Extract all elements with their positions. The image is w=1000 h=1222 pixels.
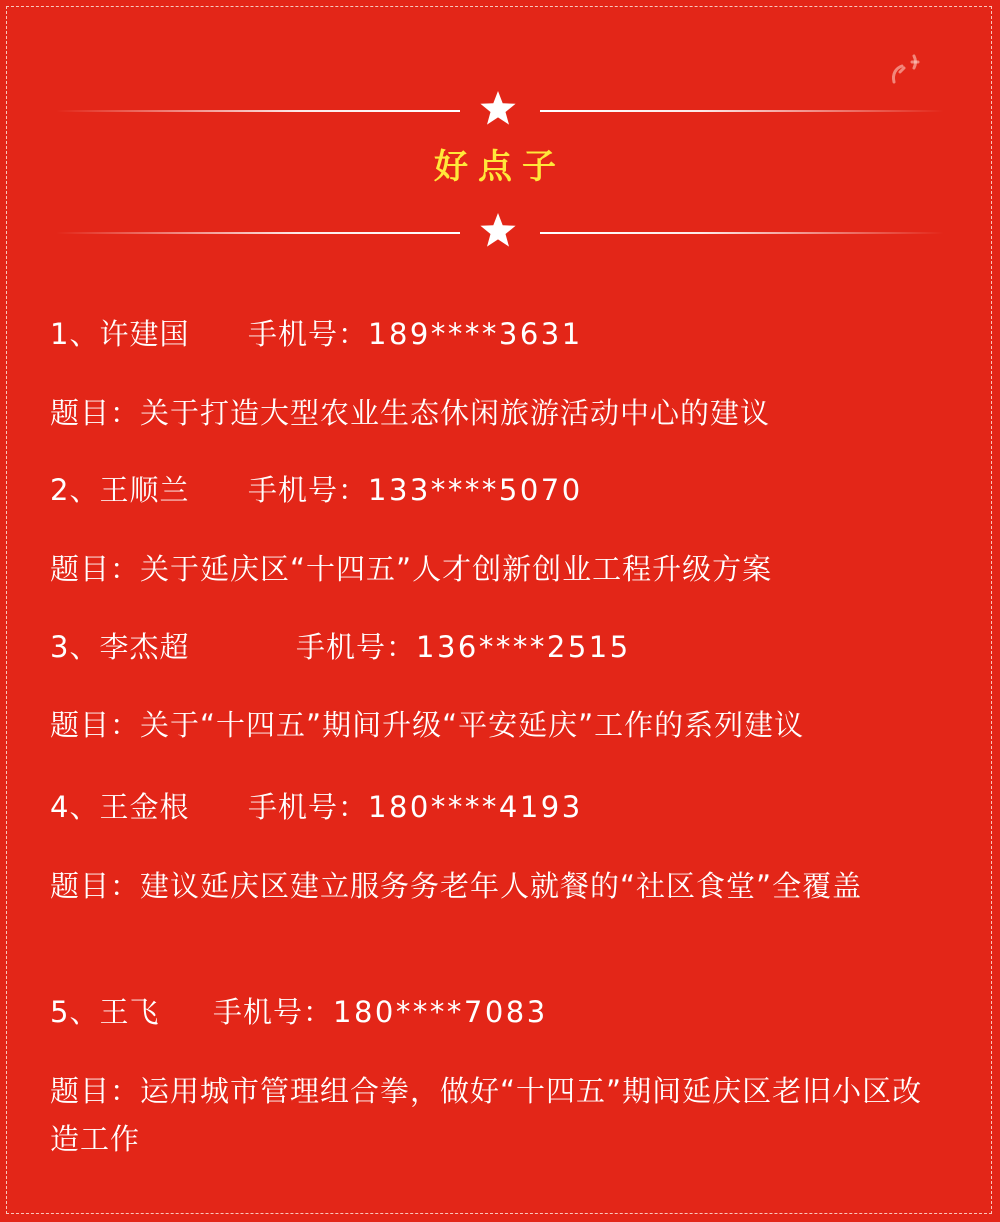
page-title: 好点子 — [434, 147, 566, 187]
entry-topic — [50, 389, 930, 437]
entry-name-line — [50, 784, 583, 830]
phone-number: 180****7083 — [333, 995, 548, 1029]
topic-text: 建议延庆区建立服务务老年人就餐的“社区食堂”全覆盖 — [140, 869, 863, 903]
phone-label: 手机号： — [213, 995, 334, 1029]
entry-name-line — [50, 467, 583, 513]
bottom-divider-left — [56, 232, 460, 234]
phone-label: 手机号： — [248, 317, 369, 351]
phone-number: 180****4193 — [368, 790, 583, 824]
entry-name: 1、许建国 — [50, 317, 190, 351]
phone-info — [248, 784, 583, 830]
topic-text: 关于打造大型农业生态休闲旅游活动中心的建议 — [140, 396, 771, 430]
phone-label: 手机号： — [296, 630, 417, 664]
entry-name: 4、王金根 — [50, 790, 190, 824]
phone-number: 133****5070 — [368, 473, 583, 507]
phone-info — [296, 624, 631, 670]
entry-topic — [50, 1067, 930, 1163]
entry-name-line — [50, 989, 548, 1035]
phone-label: 手机号： — [248, 473, 369, 507]
phone-info — [248, 311, 583, 357]
star-icon — [478, 210, 518, 250]
top-divider-right — [540, 110, 944, 112]
phone-number: 189****3631 — [368, 317, 583, 351]
topic-label: 题目： — [50, 396, 141, 430]
top-divider-left — [56, 110, 460, 112]
entry-topic — [50, 862, 930, 910]
entry-name: 3、李杰超 — [50, 630, 190, 664]
topic-text: 关于延庆区“十四五”人才创新创业工程升级方案 — [140, 552, 773, 586]
phone-info — [248, 467, 583, 513]
entry-name-line — [50, 624, 631, 670]
topic-label: 题目： — [50, 869, 141, 903]
topic-label: 题目： — [50, 708, 141, 742]
topic-text: 关于“十四五”期间升级“平安延庆”工作的系列建议 — [140, 708, 805, 742]
phone-label: 手机号： — [248, 790, 369, 824]
entry-name-line — [50, 311, 583, 357]
phone-number: 136****2515 — [416, 630, 631, 664]
entry-name: 5、王飞 — [50, 995, 160, 1029]
topic-text: 运用城市管理组合拳，做好“十四五”期间延庆区老旧小区改造工作 — [50, 1074, 923, 1156]
entry-name: 2、王顺兰 — [50, 473, 190, 507]
phone-info — [213, 989, 548, 1035]
decorative-swirl-icon — [886, 52, 926, 92]
star-icon — [478, 88, 518, 128]
topic-label: 题目： — [50, 552, 141, 586]
entry-topic — [50, 545, 930, 593]
bottom-divider-right — [540, 232, 944, 234]
entry-topic — [50, 701, 930, 749]
topic-label: 题目： — [50, 1074, 141, 1108]
